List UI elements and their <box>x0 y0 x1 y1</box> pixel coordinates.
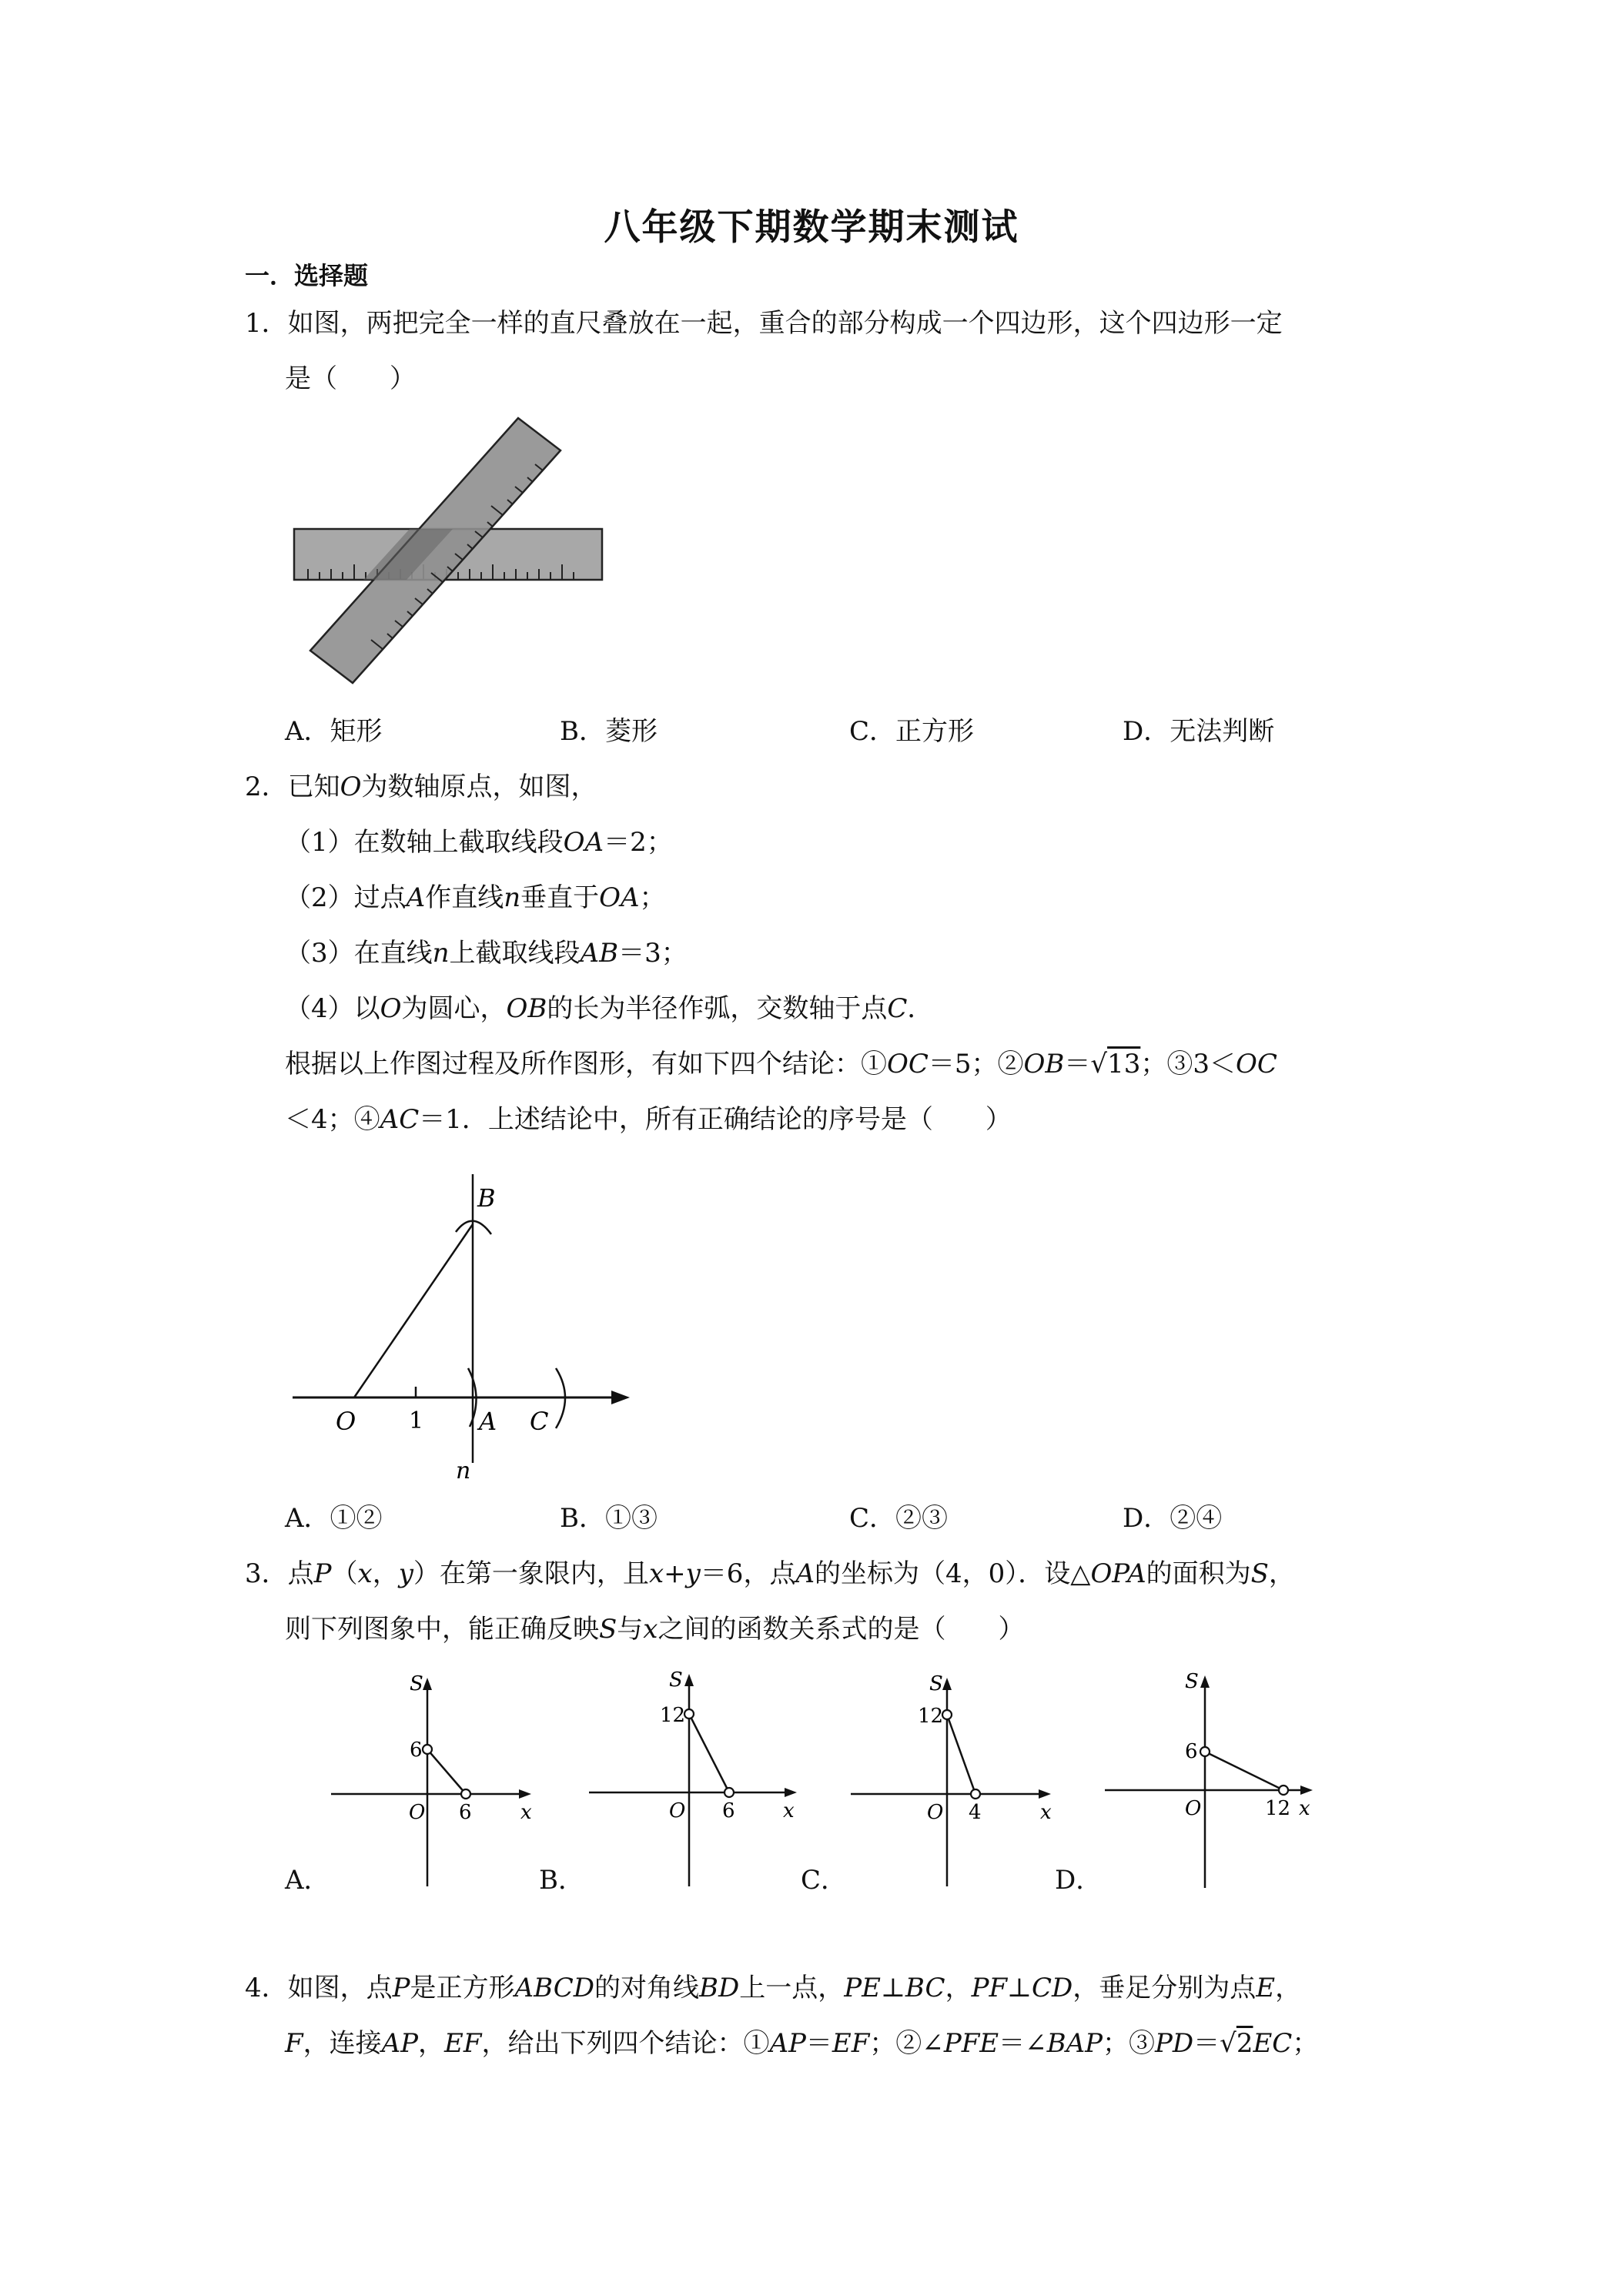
label-c: C <box>530 1407 549 1436</box>
q4-line1 <box>245 1971 1301 2005</box>
q2-number: 2． <box>245 771 288 802</box>
q3-text: ， <box>372 1558 399 1589</box>
q3-var: A <box>795 1558 815 1589</box>
q2-var: OB <box>1023 1049 1065 1079</box>
open-point <box>423 1745 432 1754</box>
q2-text: ． <box>907 993 934 1024</box>
q3-var: x+y <box>648 1558 701 1589</box>
label-o: O <box>336 1407 356 1436</box>
q4-text: 是正方形 <box>410 1973 515 2003</box>
graph-segment <box>1205 1752 1283 1790</box>
q2-conclusions-2 <box>285 1103 1012 1136</box>
q4-var: BC <box>905 1973 945 2003</box>
q4-var: PD <box>1155 2028 1194 2059</box>
q2-text: 的长为半径作弧，交数轴于点 <box>547 993 888 1024</box>
q3-text: 与 <box>617 1614 644 1645</box>
sqrt-radicand: 2 <box>1236 2028 1253 2059</box>
q4-number: 4． <box>245 1973 288 2003</box>
q4-text: ，垂足分别为点 <box>1073 1973 1257 2003</box>
q2-var: C <box>887 993 908 1024</box>
q2-var: OC <box>1235 1049 1277 1079</box>
q3-text: ＝6，点 <box>700 1558 796 1589</box>
q1-option-c: C．正方形 <box>849 716 975 747</box>
open-point <box>684 1709 694 1719</box>
q1-option-b: B．菱形 <box>560 716 658 747</box>
q2-var: OA <box>599 882 640 913</box>
q4-text: ；②∠ <box>869 2028 944 2059</box>
q2-var: A <box>406 882 426 913</box>
label-1: 1 <box>409 1407 424 1434</box>
y-axis-arrow <box>1200 1675 1210 1688</box>
section-heading: 一．选择题 <box>245 261 369 290</box>
q4-text: ， <box>418 2028 445 2059</box>
open-point <box>1200 1747 1210 1756</box>
axis-label-s: S <box>929 1672 943 1695</box>
x-value-label: 12 <box>1265 1797 1291 1820</box>
q2-conclusions-1 <box>285 1047 1277 1081</box>
label-n: n <box>456 1458 471 1484</box>
q2-number-line-figure <box>285 1166 639 1490</box>
q2-option-c: C．②③ <box>849 1503 949 1534</box>
sqrt-radicand: 13 <box>1107 1049 1141 1079</box>
q3-var: OPA <box>1090 1558 1146 1589</box>
y-value-label: 6 <box>1185 1740 1198 1763</box>
q2-step3 <box>285 936 688 970</box>
q4-var: F <box>285 2028 303 2059</box>
q2-text: ＝1．上述结论中，所有正确结论的序号是（ ） <box>419 1104 1012 1135</box>
q4-var: PFE <box>943 2028 999 2059</box>
q2-var: OC <box>887 1049 929 1079</box>
q4-var: EF <box>444 2028 482 2059</box>
origin-label: O <box>1185 1797 1202 1820</box>
q4-var: CD <box>1032 1973 1073 2003</box>
q2-text: （3）在直线 <box>285 938 433 969</box>
q1-option-d: D．无法判断 <box>1123 716 1275 747</box>
q3-graph-a <box>323 1667 539 1890</box>
open-point <box>942 1710 952 1719</box>
q2-option-d: D．②④ <box>1123 1503 1223 1534</box>
q2-option-a: A．①② <box>285 1503 383 1534</box>
graph-segment <box>947 1715 975 1794</box>
axis-label-x: x <box>1299 1797 1310 1820</box>
q2-text: ；③3＜ <box>1140 1049 1236 1079</box>
y-value-label: 12 <box>660 1704 686 1727</box>
q1-rulers-figure <box>285 412 616 693</box>
q2-text: ＝ <box>1064 1049 1091 1079</box>
q2-var: O <box>380 993 402 1024</box>
q2-text: 已知 <box>287 771 340 802</box>
q4-text: ，给出下列四个结论：① <box>481 2028 770 2059</box>
q3-graph-c <box>843 1667 1066 1890</box>
q3-text: ）在第一象限内，且 <box>413 1558 649 1589</box>
q4-text: ⊥ <box>880 1973 905 2003</box>
q3-var: S <box>599 1614 617 1645</box>
q3-var: P <box>313 1558 332 1589</box>
origin-label: O <box>669 1799 686 1822</box>
sqrt-sign: √ <box>1090 1049 1108 1079</box>
q2-text: （2）过点 <box>285 882 407 913</box>
q2-text: ＝5；② <box>928 1049 1024 1079</box>
q4-var: BD <box>698 1973 740 2003</box>
axis-label-x: x <box>1040 1801 1052 1824</box>
y-axis-arrow <box>423 1678 432 1690</box>
q1-text-1: 如图，两把完全一样的直尺叠放在一起，重合的部分构成一个四边形，这个四边形一定 <box>287 308 1283 339</box>
origin-label: O <box>409 1801 426 1824</box>
q4-var: PE <box>844 1973 881 2003</box>
q2-intro <box>245 770 597 804</box>
q2-text: 垂直于 <box>520 882 600 913</box>
q4-text: ⊥ <box>1007 1973 1032 2003</box>
q4-text: ，连接 <box>303 2028 382 2059</box>
axis-label-x: x <box>520 1801 532 1824</box>
q4-text: ＝∠ <box>999 2028 1047 2059</box>
y-axis-arrow <box>684 1674 694 1686</box>
page-title: 八年级下期数学期末测试 <box>604 206 1019 249</box>
q3-option-c-label: C． <box>801 1865 848 1896</box>
label-a: A <box>479 1407 497 1436</box>
q3-line2 <box>285 1612 1024 1646</box>
q2-text: （1）在数轴上截取线段 <box>285 827 564 858</box>
q3-text: 则下列图象中，能正确反映 <box>285 1614 599 1645</box>
y-axis-arrow <box>942 1678 952 1690</box>
x-axis-arrow <box>519 1789 531 1799</box>
q3-text: 的面积为 <box>1146 1558 1251 1589</box>
open-point <box>1279 1786 1288 1795</box>
q2-text: 根据以上作图过程及所作图形，有如下四个结论：① <box>285 1049 887 1079</box>
open-point <box>971 1789 980 1799</box>
q3-var: S <box>1250 1558 1269 1589</box>
q4-var: P <box>392 1973 410 2003</box>
q4-var: E <box>1256 1973 1276 2003</box>
segment-ob <box>354 1224 473 1397</box>
x-axis-arrow <box>1039 1789 1051 1799</box>
q2-text: ＝3； <box>618 938 688 969</box>
q1-number: 1． <box>245 308 288 339</box>
q2-step2 <box>285 881 666 915</box>
q4-text: ；③ <box>1103 2028 1156 2059</box>
q3-line1 <box>245 1557 1295 1591</box>
q3-var: x <box>357 1558 373 1589</box>
q3-text: 的坐标为（4，0）．设△ <box>815 1558 1091 1589</box>
sqrt-sign: √ <box>1220 2028 1236 2059</box>
q2-text: （4）以 <box>285 993 380 1024</box>
axis-label-s: S <box>410 1672 423 1695</box>
q2-var: AC <box>380 1104 420 1135</box>
q4-text: 的对角线 <box>594 1973 699 2003</box>
q3-option-b-label: B． <box>539 1865 584 1896</box>
x-axis-arrow <box>1300 1786 1313 1795</box>
q4-text: ＝ <box>805 2028 832 2059</box>
q4-text: 上一点， <box>739 1973 845 2003</box>
q2-text: ； <box>639 882 666 913</box>
y-value-label: 6 <box>410 1739 423 1762</box>
q2-var: OA <box>563 827 604 858</box>
q2-var: AB <box>580 938 619 969</box>
q3-text: 点 <box>287 1558 314 1589</box>
label-b: B <box>477 1183 496 1213</box>
origin-label: O <box>927 1801 944 1824</box>
q4-var: EF <box>832 2028 870 2059</box>
q2-var: n <box>432 938 450 969</box>
y-value-label: 12 <box>918 1705 944 1728</box>
q4-var: AP <box>381 2028 419 2059</box>
x-value-label: 4 <box>969 1801 982 1824</box>
q3-text: ， <box>1268 1558 1295 1589</box>
q4-text: ； <box>1292 2028 1319 2059</box>
q4-line2 <box>285 2027 1318 2060</box>
q3-graph-b <box>581 1663 812 1890</box>
q4-text: 如图，点 <box>287 1973 393 2003</box>
q3-var: x <box>643 1614 658 1645</box>
q4-var: EC <box>1253 2028 1293 2059</box>
q4-var: AP <box>769 2028 806 2059</box>
q4-text: ， <box>945 1973 972 2003</box>
q2-text: 为数轴原点，如图， <box>361 771 597 802</box>
q3-text: （ <box>331 1558 358 1589</box>
x-axis-arrow <box>785 1788 797 1797</box>
graph-segment <box>427 1749 466 1794</box>
graph-segment <box>689 1714 729 1792</box>
open-point <box>724 1788 734 1797</box>
x-value-label: 6 <box>722 1799 735 1822</box>
open-point <box>461 1789 470 1799</box>
q2-option-b: B．①③ <box>560 1503 658 1534</box>
q3-number: 3． <box>245 1558 288 1589</box>
q4-var: ABCD <box>514 1973 594 2003</box>
q1-line2: 是（ ） <box>285 363 416 394</box>
q4-text: ＝ <box>1193 2028 1220 2059</box>
axis-label-s: S <box>669 1668 683 1692</box>
q2-step4 <box>285 992 933 1026</box>
q3-var: y <box>398 1558 413 1589</box>
q2-var: n <box>504 882 521 913</box>
q4-var: PF <box>971 1973 1008 2003</box>
axis-label-s: S <box>1185 1670 1199 1693</box>
q2-text: 上截取线段 <box>449 938 581 969</box>
q2-var: O <box>340 771 362 802</box>
q3-graph-d <box>1097 1665 1328 1892</box>
q2-var: OB <box>506 993 547 1024</box>
axis-arrow <box>611 1391 630 1404</box>
q4-var: BAP <box>1046 2028 1103 2059</box>
q2-step1 <box>285 825 673 859</box>
q2-text: ＝2； <box>604 827 673 858</box>
q2-text: 为圆心， <box>401 993 507 1024</box>
q3-option-d-label: D． <box>1055 1865 1103 1896</box>
axis-label-x: x <box>783 1799 795 1822</box>
q2-text: 作直线 <box>425 882 504 913</box>
q4-text: ， <box>1275 1973 1302 2003</box>
q1-line1 <box>245 306 1283 340</box>
q2-text: ＜4；④ <box>285 1104 380 1135</box>
q3-option-a-label: A． <box>285 1865 330 1896</box>
q1-option-a: A．矩形 <box>285 716 383 747</box>
q3-text: 之间的函数关系式的是（ ） <box>658 1614 1025 1645</box>
x-value-label: 6 <box>459 1801 472 1824</box>
